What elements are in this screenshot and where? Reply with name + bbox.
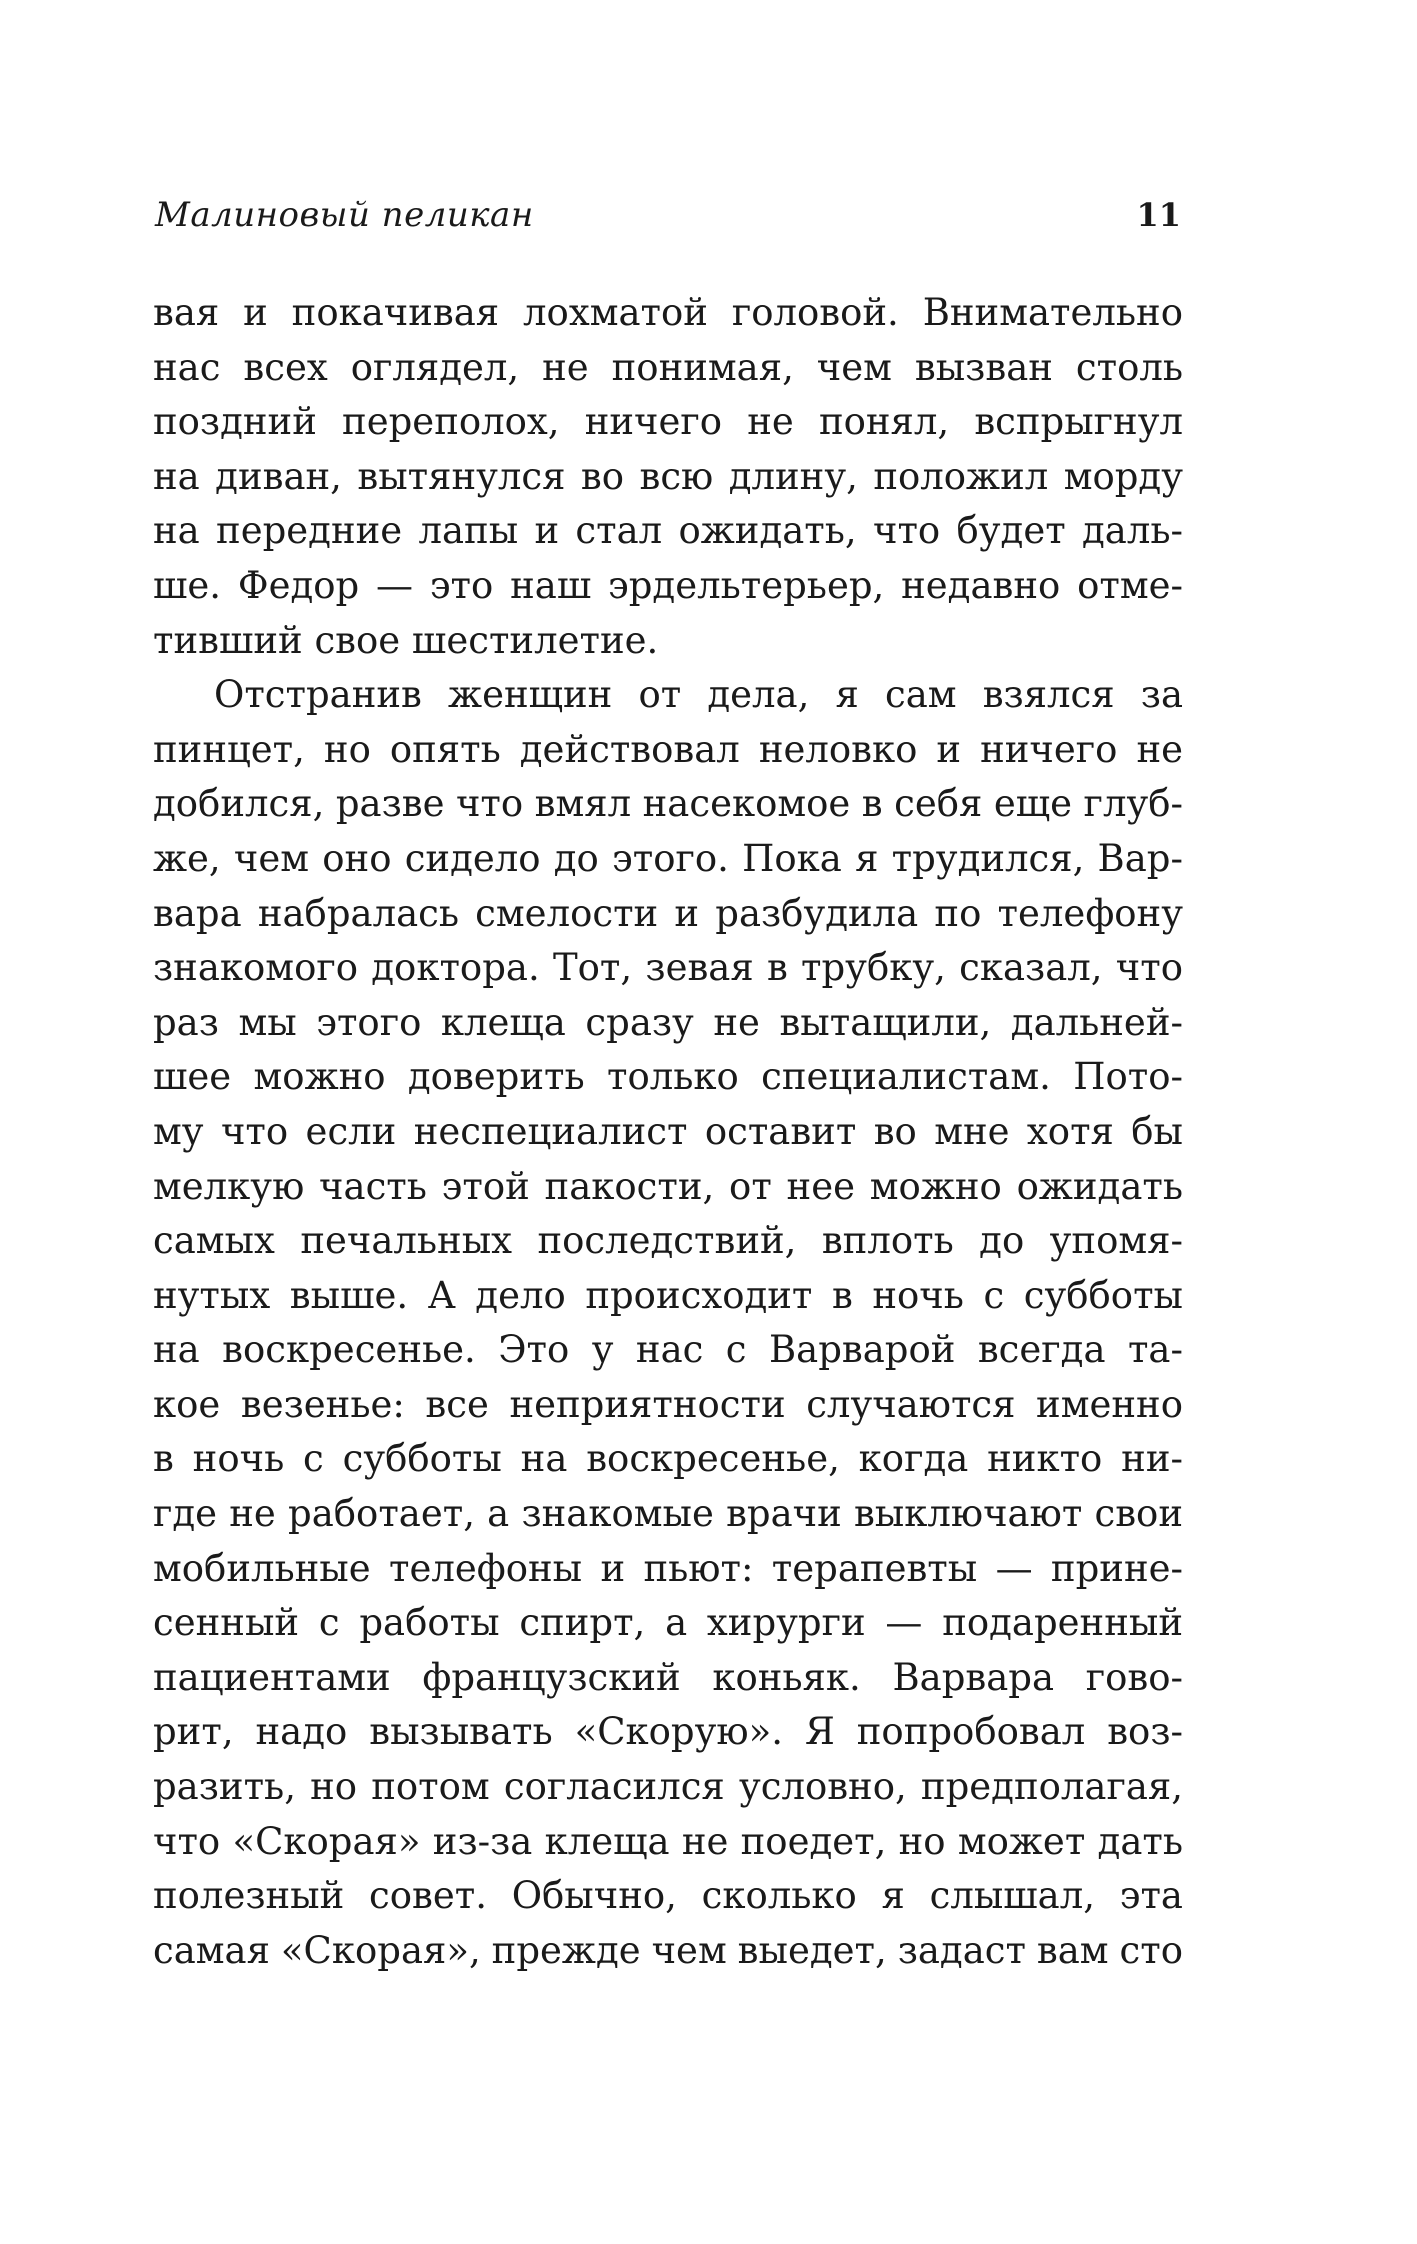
text-line: на передние лапы и стал ожидать, что будет даль- xyxy=(153,509,1183,553)
text-line: в ночь с субботы на воскресенье, когда никто ни- xyxy=(153,1437,1183,1481)
text-line: мелкую часть этой пакости, от нее можно ожидать xyxy=(153,1164,1183,1208)
text-line: где не работает, а знакомые врачи выключают свои xyxy=(153,1492,1183,1536)
text-line: добился, разве что вмял насекомое в себя еще глуб- xyxy=(153,782,1183,826)
text-line: знакомого доктора. Тот, зевая в трубку, сказал, что xyxy=(153,946,1183,990)
text-line: на воскресенье. Это у нас с Варварой всегда та- xyxy=(153,1328,1183,1372)
text-line: пациентами французский коньяк. Варвара гово- xyxy=(153,1655,1183,1699)
text-line: шее можно доверить только специалистам. Пото- xyxy=(153,1055,1183,1099)
text-line: нутых выше. А дело происходит в ночь с субботы xyxy=(153,1273,1183,1317)
text-line: раз мы этого клеща сразу не вытащили, дальней- xyxy=(153,1000,1183,1044)
paragraph-2 xyxy=(153,668,1183,1978)
text-line: кое везенье: все неприятности случаются именно xyxy=(153,1382,1183,1426)
text-line: же, чем оно сидело до этого. Пока я трудился, Вар- xyxy=(153,836,1183,880)
text-line: ше. Федор — это наш эрдельтерьер, недавно отме- xyxy=(153,563,1183,607)
text-line: мобильные телефоны и пьют: терапевты — прине- xyxy=(153,1546,1183,1590)
text-line: му что если неспециалист оставит во мне хотя бы xyxy=(153,1109,1183,1153)
text-line: сенный с работы спирт, а хирурги — подаренный xyxy=(153,1601,1183,1645)
text-line: на диван, вытянулся во всю длину, положил морду xyxy=(153,454,1183,498)
text-line: разить, но потом согласился условно, предполагая, xyxy=(153,1765,1183,1809)
text-line: вара набралась смелости и разбудила по телефону xyxy=(153,891,1183,935)
text-line: самых печальных последствий, вплоть до упомя- xyxy=(153,1219,1183,1263)
text-line: тивший свое шестилетие. xyxy=(153,618,659,662)
text-line: поздний переполох, ничего не понял, вспрыгнул xyxy=(153,400,1183,444)
running-title: Малиновый пеликан xyxy=(155,195,534,235)
text-line: пинцет, но опять действовал неловко и ничего не xyxy=(153,727,1183,771)
text-line: Отстранив женщин от дела, я сам взялся за xyxy=(214,673,1183,717)
running-header xyxy=(155,192,1181,238)
paragraph-1 xyxy=(153,286,1183,668)
text-line: что «Скорая» из-за клеща не поедет, но может дать xyxy=(153,1819,1183,1863)
text-line: вая и покачивая лохматой головой. Внимательно xyxy=(153,291,1183,334)
text-line: рит, надо вызывать «Скорую». Я попробовал воз- xyxy=(153,1710,1183,1754)
body-text xyxy=(153,286,1183,1978)
text-line: нас всех оглядел, не понимая, чем вызван столь xyxy=(153,345,1183,389)
text-line: самая «Скорая», прежде чем выедет, задаст вам сто xyxy=(153,1928,1183,1972)
text-line: полезный совет. Обычно, сколько я слышал, эта xyxy=(153,1874,1183,1918)
page-number: 11 xyxy=(1136,196,1181,234)
